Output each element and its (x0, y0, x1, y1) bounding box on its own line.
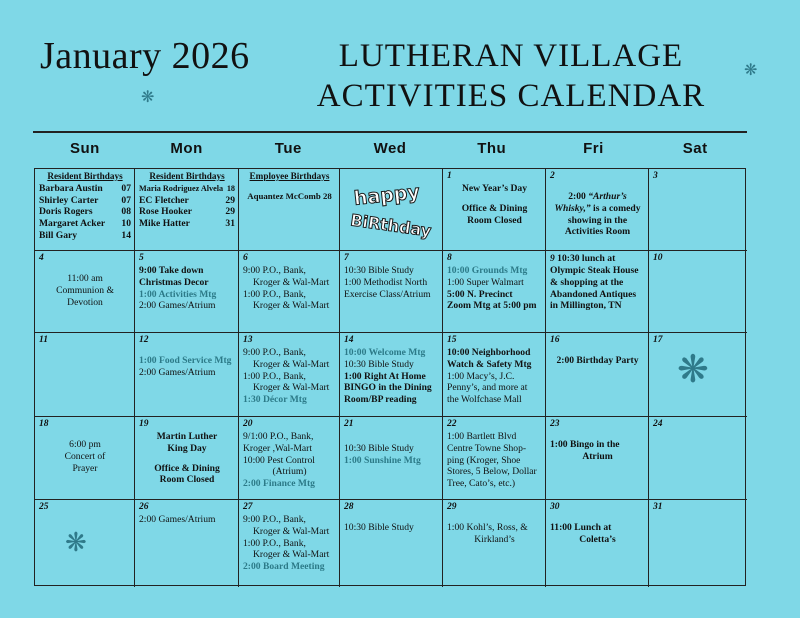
day-cell-22 (443, 417, 546, 500)
event-text: Penny’s, and more at (447, 382, 528, 394)
resident-birthdays-cell-1 (35, 169, 135, 251)
event-text: Concert of (64, 450, 106, 462)
event-text: Kroger & Wal-Mart (253, 525, 330, 537)
event-text: Kroger ,Wal-Mart (243, 442, 313, 454)
weekday-wed: Wed (373, 140, 407, 157)
event-text: Kroger & Wal-Mart (253, 300, 330, 312)
day-number: 7 (344, 253, 349, 263)
event-text: ping (Kroger, Shoe (447, 454, 521, 466)
snowflake-icon: ❋ (65, 528, 87, 557)
event-text: Room Closed (467, 214, 522, 226)
event-text: 5:00 N. Precinct (447, 288, 513, 300)
event-text: Room/BP reading (344, 394, 417, 406)
event-text: 9:00 P.O., Bank, (243, 347, 306, 358)
event-text: 10:00 Pest Control (243, 454, 315, 466)
birthday-entry: Rose Hooker 29 (139, 206, 235, 218)
event-text: Centre Towne Shop- (447, 442, 527, 454)
event-text: 1:00 P.O., Bank, (243, 288, 306, 300)
event-text: 9 10:30 lunch at (550, 253, 616, 264)
day-cell-25 (35, 500, 135, 587)
day-number: 21 (344, 419, 354, 429)
day-number: 10 (653, 253, 663, 263)
day-cell-14 (340, 333, 443, 417)
day-number: 15 (447, 335, 457, 345)
event-text: 10:30 Bible Study (344, 522, 414, 533)
day-cell-8 (443, 251, 546, 333)
event-text: 1:00 Food Service Mtg (139, 355, 232, 366)
resident-birthdays-title: Resident Birthdays (47, 171, 123, 181)
snowflake-icon: ❋ (141, 89, 155, 106)
event-text: Abandoned Antiques (550, 288, 637, 300)
weekday-sun: Sun (69, 140, 100, 157)
event-text: 2:00 Games/Atrium (139, 300, 216, 312)
event-text: Olympic Steak House (550, 265, 639, 276)
event-text: & shopping at the (550, 276, 624, 288)
day-cell-17 (649, 333, 747, 417)
happy-birthday-word-1: happy (352, 181, 421, 210)
day-cell-4 (35, 251, 135, 333)
day-cell-31 (649, 500, 747, 587)
event-text: 9:00 P.O., Bank, (243, 514, 306, 525)
day-number: 29 (447, 502, 457, 512)
event-text: Kroger & Wal-Mart (253, 549, 330, 561)
day-number: 31 (653, 502, 663, 512)
day-cell-30 (546, 500, 649, 587)
event-text: Kroger & Wal-Mart (253, 276, 330, 288)
event-text: 10:30 Bible Study (344, 265, 414, 276)
day-cell-10 (649, 251, 747, 333)
day-cell-26 (135, 500, 239, 587)
day-number: 25 (39, 502, 49, 512)
day-cell-1 (443, 169, 546, 251)
birthday-entry: Barbara Austin 07 (39, 182, 131, 194)
weekday-tue: Tue (274, 140, 302, 157)
event-text: Office & Dining (461, 202, 528, 214)
day-number: 27 (243, 502, 253, 512)
event-text: 1:30 Décor Mtg (243, 394, 307, 406)
event-text: 10:30 Bible Study (344, 443, 414, 454)
event-text: 1:00 Right At Home (344, 370, 426, 382)
event-text: 10:30 Bible Study (344, 358, 414, 370)
event-text: Prayer (72, 462, 98, 474)
day-number: 14 (344, 335, 354, 345)
header-divider (33, 131, 747, 133)
event-text: 6:00 pm (69, 439, 101, 450)
event-text: 2:00 Games/Atrium (139, 366, 216, 378)
day-cell-12 (135, 333, 239, 417)
day-number: 16 (550, 335, 560, 345)
event-text: 1:00 Activities Mtg (139, 288, 217, 300)
event-text: Stores, 5 Below, Dollar (447, 466, 537, 478)
event-text: Coletta’s (579, 533, 616, 545)
day-cell-2 (546, 169, 649, 251)
event-text: 1:00 Bartlett Blvd (447, 431, 517, 442)
snowflake-icon: ❋ (677, 349, 709, 391)
event-text: Watch & Safety Mtg (447, 358, 532, 370)
day-number: 13 (243, 335, 253, 345)
birthday-entry: Doris Rogers 08 (39, 206, 131, 218)
day-cell-27 (239, 500, 340, 587)
event-text: Office & Dining (154, 462, 220, 474)
event-text: Christmas Decor (139, 276, 209, 288)
event-text: 11:00 am (67, 273, 103, 284)
day-cell-29 (443, 500, 546, 587)
event-text: 9:00 Take down (139, 265, 204, 276)
event-text: the Wolfchase Mall (447, 394, 522, 406)
day-number: 6 (243, 253, 248, 263)
day-number: 20 (243, 419, 253, 429)
event-text: 2:00 “Arthur’s (568, 191, 627, 202)
event-text: BINGO in the Dining (344, 382, 432, 394)
day-number: 4 (39, 253, 44, 263)
event-text: 11:00 Lunch at (550, 522, 612, 533)
weekday-mon: Mon (170, 140, 203, 157)
event-text: Atrium (582, 450, 613, 462)
day-number: 3 (653, 171, 658, 181)
event-text: Kirkland’s (474, 533, 515, 545)
day-cell-5 (135, 251, 239, 333)
day-cell-9 (546, 251, 649, 333)
day-number: 2 (550, 171, 555, 181)
event-text: Tree, Cato’s, etc.) (447, 478, 516, 490)
event-text: 9/1:00 P.O., Bank, (243, 431, 314, 442)
calendar-title-line2: ACTIVITIES CALENDAR (316, 78, 706, 114)
resident-birthdays-title: Resident Birthdays (149, 171, 225, 181)
happy-birthday-cell (340, 169, 443, 251)
day-number: 1 (447, 171, 452, 181)
day-number: 28 (344, 502, 354, 512)
event-text: 2:00 Board Meeting (243, 561, 325, 573)
employee-birthday-entry: Aquantez McComb 28 (247, 190, 332, 201)
event-text: 1:00 P.O., Bank, (243, 537, 306, 549)
event-text: Room Closed (159, 474, 215, 486)
day-cell-11 (35, 333, 135, 417)
weekday-header (34, 140, 746, 166)
event-text: Kroger & Wal-Mart (253, 382, 330, 394)
event-text: New Year’s Day (461, 183, 527, 194)
day-cell-21 (340, 417, 443, 500)
day-cell-3 (649, 169, 747, 251)
event-text: Devotion (67, 296, 103, 308)
event-text: 1:00 Methodist North (344, 276, 428, 288)
day-number: 12 (139, 335, 149, 345)
event-text: Communion & (56, 284, 114, 296)
day-cell-19 (135, 417, 239, 500)
day-number: 24 (653, 419, 663, 429)
event-text: King Day (167, 442, 207, 454)
day-number: 5 (139, 253, 144, 263)
calendar-grid (34, 168, 746, 586)
employee-birthdays-cell (239, 169, 340, 251)
birthday-entry: Bill Gary 14 (39, 229, 131, 241)
day-cell-28 (340, 500, 443, 587)
birthday-entry: Margaret Acker 10 (39, 218, 131, 230)
resident-birthdays-cell-2 (135, 169, 239, 251)
event-text: 1:00 Bingo in the (550, 439, 620, 450)
day-number: 19 (139, 419, 149, 429)
weekday-sat: Sat (682, 140, 708, 157)
day-cell-7 (340, 251, 443, 333)
event-text: Exercise Class/Atrium (344, 288, 431, 300)
day-number: 8 (447, 253, 452, 263)
day-number: 18 (39, 419, 49, 429)
event-text: 1:00 P.O., Bank, (243, 370, 306, 382)
event-text: Zoom Mtg at 5:00 pm (447, 300, 537, 312)
event-text: 10:00 Welcome Mtg (344, 347, 426, 358)
birthday-entry: Maria Rodriguez Alvela 18 (139, 183, 235, 193)
event-text: 1:00 Macy’s, J.C. (447, 370, 515, 382)
birthday-entry: Mike Hatter 31 (139, 218, 235, 230)
day-cell-16 (546, 333, 649, 417)
event-text: 2:00 Games/Atrium (139, 514, 216, 525)
happy-birthday-word-2: BiRthday (349, 210, 433, 241)
event-text: Whisky,” is a comedy (554, 202, 641, 214)
month-title: January 2026 (40, 35, 250, 77)
day-cell-6 (239, 251, 340, 333)
day-cell-13 (239, 333, 340, 417)
event-text: 1:00 Kohl’s, Ross, & (447, 522, 528, 533)
employee-birthdays-title: Employee Birthdays (249, 171, 330, 181)
birthday-entry: EC Fletcher 29 (139, 194, 235, 206)
day-cell-20 (239, 417, 340, 500)
happy-birthday-art (348, 177, 434, 243)
event-text: 1:00 Super Walmart (447, 276, 524, 288)
event-text: 9:00 P.O., Bank, (243, 265, 306, 276)
event-text: 1:00 Sunshine Mtg (344, 454, 421, 466)
day-number: 17 (653, 335, 663, 345)
event-text: in Millington, TN (550, 300, 622, 312)
event-text: 2:00 Finance Mtg (243, 478, 315, 490)
event-text: 2:00 Birthday Party (556, 355, 639, 366)
snowflake-icon: ❋ (744, 62, 758, 79)
day-number: 30 (550, 502, 560, 512)
event-text: 10:00 Grounds Mtg (447, 265, 528, 276)
event-text: Kroger & Wal-Mart (253, 358, 330, 370)
event-text: (Atrium) (272, 466, 307, 478)
day-cell-15 (443, 333, 546, 417)
day-cell-18 (35, 417, 135, 500)
event-text: showing in the (567, 214, 628, 226)
day-number: 9 (550, 254, 555, 264)
day-number: 22 (447, 419, 457, 429)
day-cell-23 (546, 417, 649, 500)
calendar-title (296, 36, 726, 116)
day-number: 26 (139, 502, 149, 512)
day-cell-24 (649, 417, 747, 500)
day-number: 11 (39, 335, 48, 345)
birthday-entry: Shirley Carter 07 (39, 194, 131, 206)
event-text: 10:00 Neighborhood (447, 347, 531, 358)
event-text: Martin Luther (156, 431, 218, 442)
calendar-title-line1: LUTHERAN VILLAGE (338, 38, 684, 74)
weekday-fri: Fri (583, 140, 604, 157)
event-text: Activities Room (564, 226, 631, 238)
day-number: 23 (550, 419, 560, 429)
weekday-thu: Thu (477, 140, 507, 157)
